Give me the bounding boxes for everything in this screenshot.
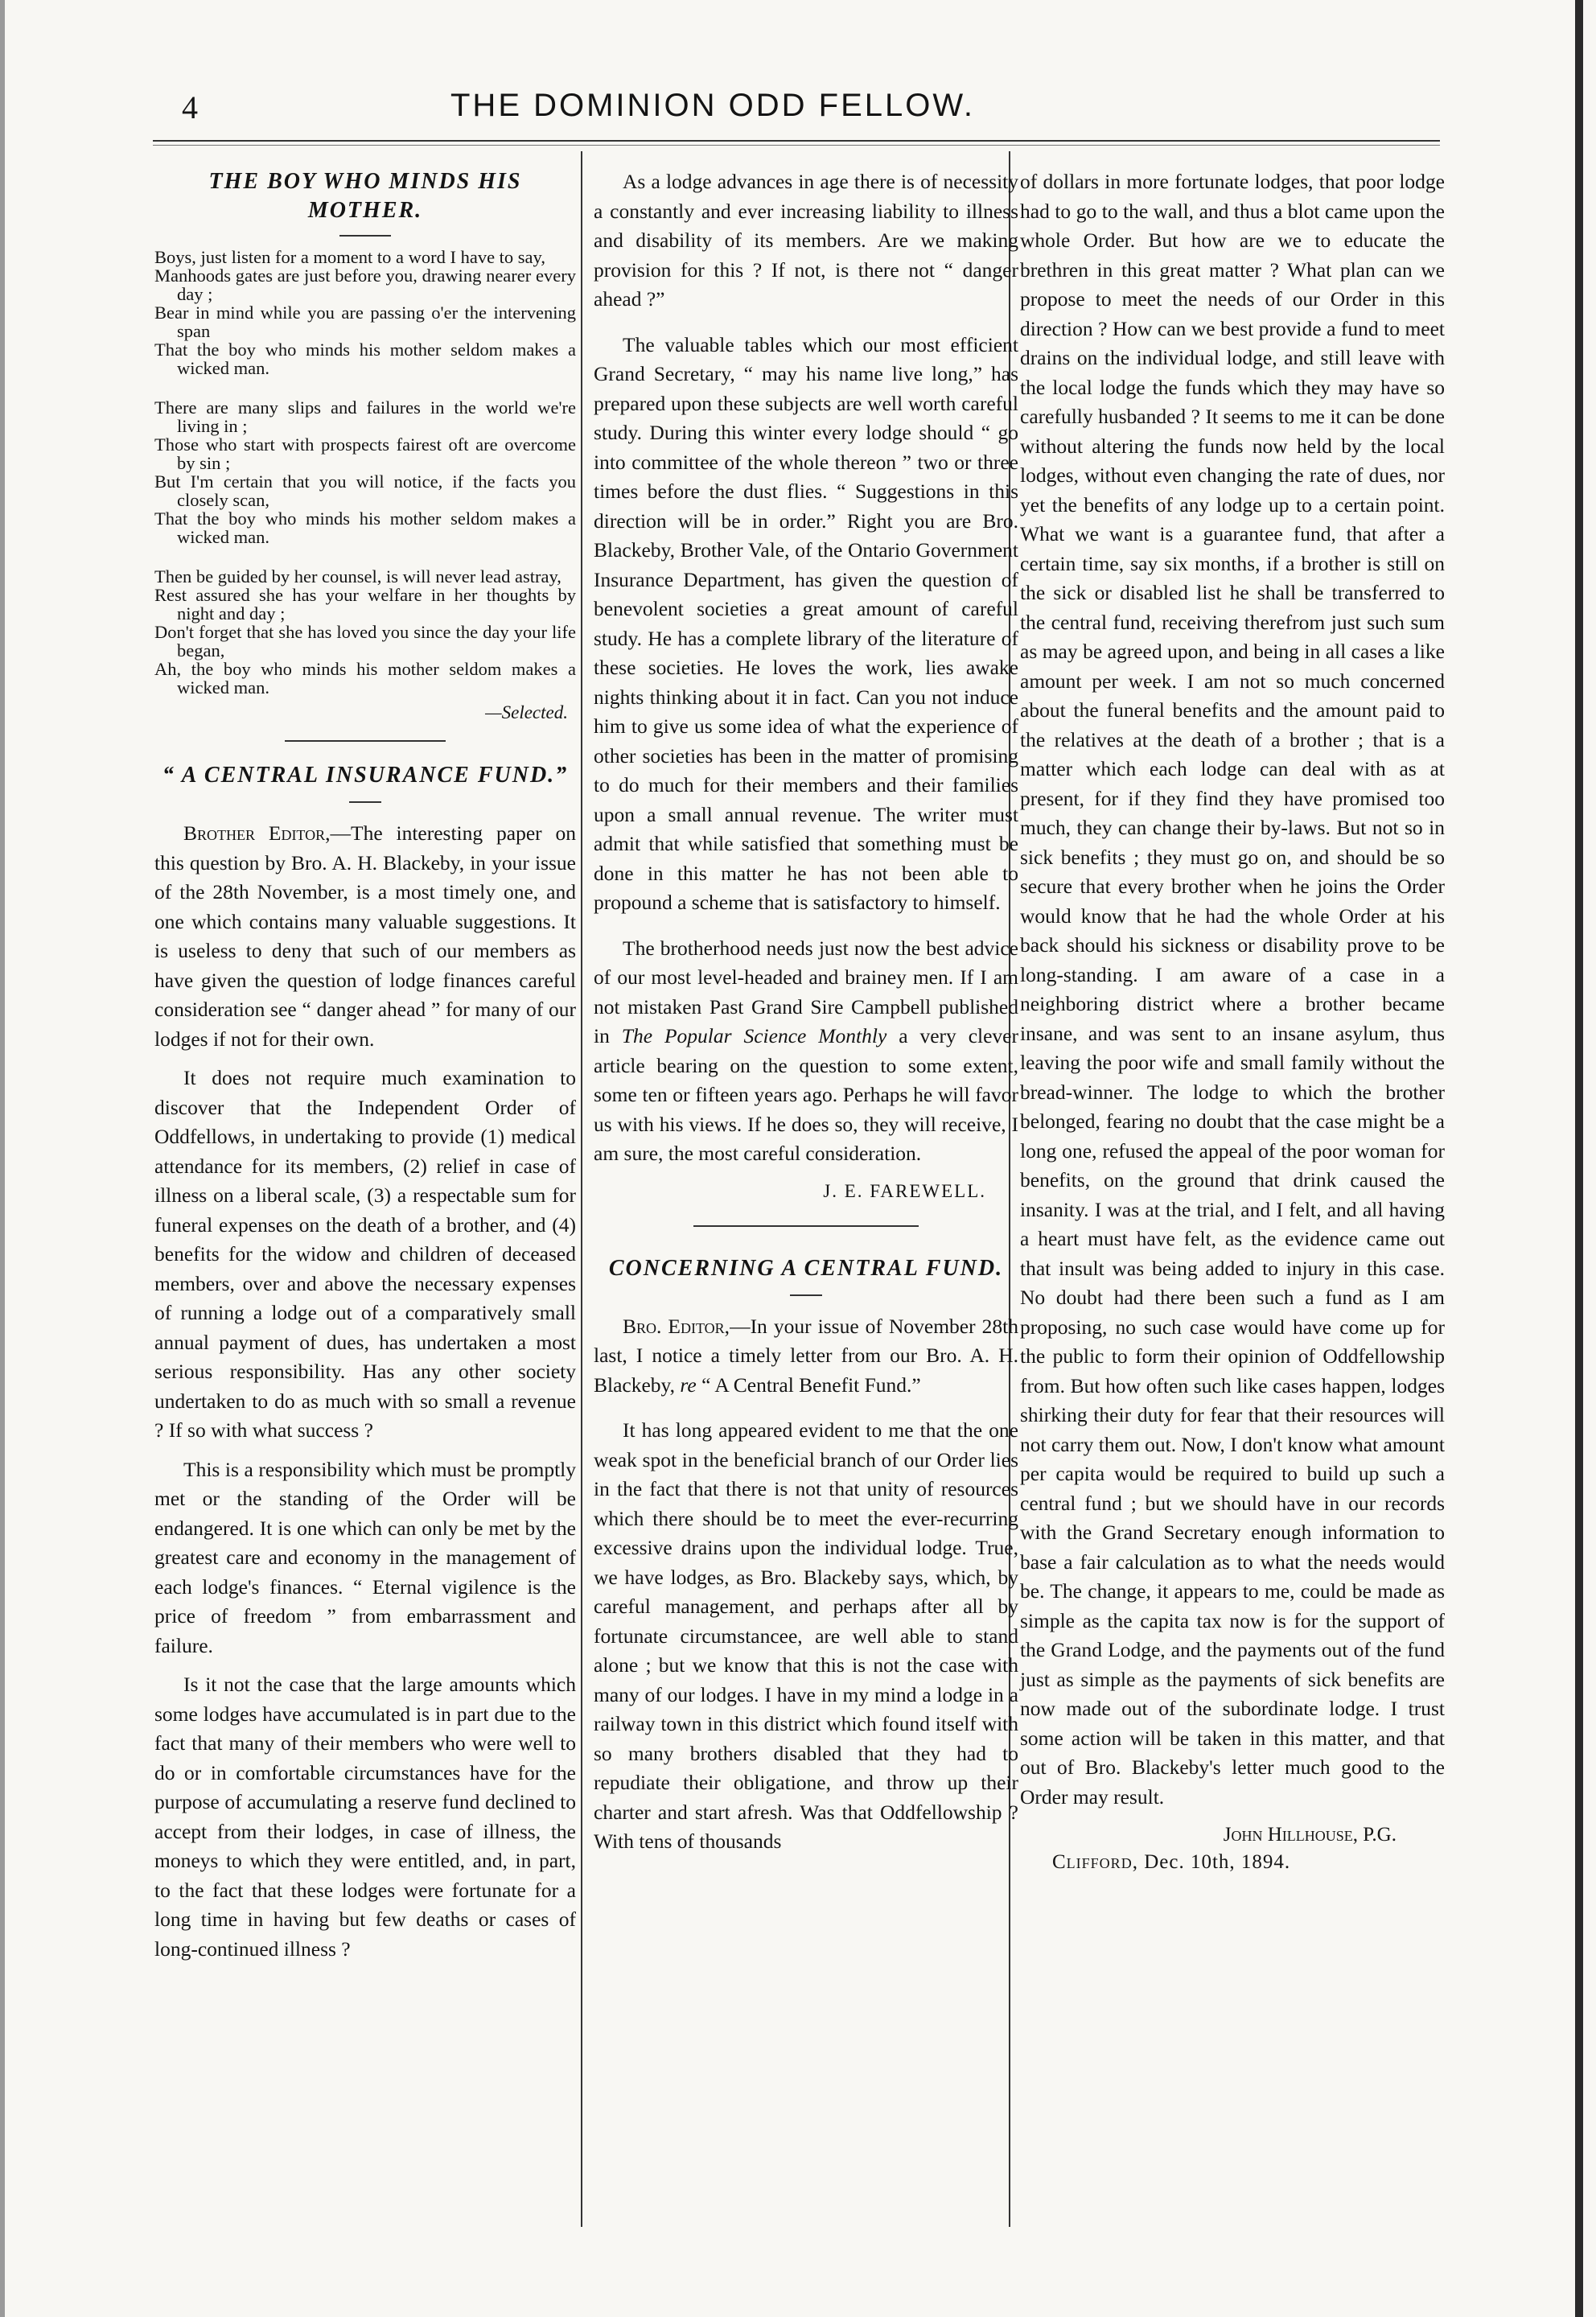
signature: J. E. FAREWELL. [823, 1180, 986, 1201]
poem-line: Ah, the boy who minds his mother seldom makes a wicked man. [154, 659, 576, 698]
poem [154, 248, 576, 724]
article-title: “ A CENTRAL INSURANCE FUND.” [162, 763, 569, 788]
poem-line: That the boy who minds his mother seldom makes a wicked man. [154, 340, 576, 378]
poem-line: Those who start with prospects fairest oft are overcome by sin ; [154, 434, 576, 473]
column-2 [594, 167, 1018, 1866]
header-rule-thin [153, 145, 1440, 146]
poem-stanza [154, 398, 576, 546]
poem-line: Manhoods gates are just before you, drawing nearer every day ; [154, 265, 576, 304]
paragraph-text: a very clever article bearing on the question to some extent, some ten or fifteen years ago. Perhaps he will favor us with his views. If he does so, they will receive, I am sure, the most careful consideration. [594, 1024, 1018, 1165]
signature-place-date [1052, 1849, 1445, 1876]
signature-name: John Hillhouse, P.G. [1223, 1824, 1396, 1846]
signature-block [1020, 1821, 1445, 1876]
article-paragraph: Is it not the case that the large amounts which some lodges have accumulated is in part due to the fact that many of their members who were well to do or in comfortable circumstances have for the purpose of accumulating a reserve fund declined to accept from their lodges, in case of illness, the moneys to which they were entitled, and, in part, to the fact that these lodges were fortunate for a long time in having but few deaths or cases of long-continued illness ? [154, 1673, 576, 1961]
poem-stanza [154, 248, 576, 377]
title-rule [339, 235, 391, 237]
re-word: re [680, 1373, 697, 1397]
page-number: 4 [182, 89, 198, 126]
poem-line: Don't forget that she has loved you since the day your life began, [154, 622, 576, 661]
article-paragraph: As a lodge advances in age there is of necessity a constantly and ever increasing liability to illness and disability of its members. Are we making provision for this ? If not, is there not “ danger ahead ?” [594, 170, 1018, 311]
signature-date: Dec. 10th, 1894. [1144, 1851, 1291, 1873]
page-edge-left [0, 0, 5, 2317]
poem-line: That the boy who minds his mother seldom makes a wicked man. [154, 508, 576, 547]
salutation: Bro. Editor, [623, 1314, 730, 1338]
header-rule [153, 140, 1440, 142]
title-rule [349, 801, 381, 803]
poem-line: There are many slips and failures in the world we're living in ; [154, 397, 576, 436]
poem-credit: —Selected. [485, 702, 568, 722]
article-paragraph [594, 934, 1018, 1169]
poem-stanza [154, 567, 576, 697]
column-divider-1 [581, 151, 582, 2227]
paragraph-text: The brotherhood needs just now the best advice of our most level-headed and brainey men. If I am not mistaken Past Grand Sire Campbell published in [594, 936, 1018, 1047]
article-paragraph: of dollars in more fortunate lodges, that poor lodge had to go to the wall, and thus a blot came upon the whole Order. But how are we to educate the brethren in this great matter ? What plan can we propose to meet the needs of our Order in this direction ? How can we best provide a fund to meet drains on the individual lodge, and still leave with the local lodge the funds which they may have so carefully husbanded ? It seems to me it can be done without altering the funds now held by the local lodges, without even changing the rate of dues, nor yet the benefits of any lodge up to a certain point. What we want is a guarantee fund, that after a certain time, say six months, if a brother is still on the sick or disabled list he shall be transferred to the central fund, receiving therefrom just such sum as may be agreed upon, and being in all cases a like amount per week. I am not so much concerned about the funeral benefits and the amount paid to the relatives at the death of a brother ; that is a matter which each lodge can deal with as at present, for if they find they have promised too much, they can change their by-laws. But not so in sick benefits ; they must go on, and should be so secure that every brother when he joins the Order would know that he had the whole Order at his back should his sickness or disability prove to be long-standing. I am aware of a case in a neighboring district where a brother became insane, and was sent to an insane asylum, thus leaving the poor wife and small family without the bread-winner. The lodge to which the brother belonged, fearing no doubt that the case might be a long one, refused the appeal of the poor woman for benefits, on the ground that drink caused the insanity. I was at the trial, and I felt, and all having a heart must have felt, as the evidence came out that insult was being added to injury in this case. No doubt had there been such a fund as I am proposing, no such case would have come up for the public to form their opinion of Oddfellowship from. But how often such like cases happen, lodges shirking their duty for fear that their resources will not carry them out. Now, I don't know what amount per capita would be required to build up such a central fund ; but we should have in our records with the Grand Secretary enough information to base a fair calculation as to what the needs would be. The change, it appears to me, could be made as simple as the capita tax now is for the support of the Grand Lodge, and the payments out of the fund just as simple as the payments of sick benefits are now made out of the subordinate lodge. I trust some action will be taken in this matter, and that out of Bro. Blackeby's letter much good to the Order may result. [1020, 170, 1445, 1809]
article-paragraph: The valuable tables which our most efficient Grand Secretary, “ may his name live long,” has prepared upon these subjects are well worth careful study. During this winter every lodge should “ go into committee of the whole thereon ” two or three times before the dust flies. “ Suggestions in this direction will be in order.” Right you are Bro. Blackeby, Brother Vale, of the Ontario Government Insurance Department, has given the question of benevolent societies a great amount of careful study. He has a complete library of the literature of these societies. He loves the work, lies awake nights thinking about it in fact. Can you not induce him to give us some idea of what the experience of other societies has been in the matter of promising to do much for their members and their families upon a small annual revenue. The writer must admit that while satisfied that something must be done in this matter he has not been able to propound a scheme that is satisfactory to himself. [594, 332, 1018, 914]
poem-line: But I'm certain that you will notice, if the facts you closely scan, [154, 471, 576, 510]
salutation: Brother Editor, [183, 821, 331, 845]
poem-line: Bear in mind while you are passing o'er the intervening span [154, 302, 576, 341]
paragraph-text: —In your issue of November 28th last, I notice a timely letter from our Bro. A. H. Blackeby, [594, 1314, 1018, 1397]
article-paragraph [594, 1312, 1018, 1401]
page-edge-right [1575, 0, 1583, 2317]
publication-title: THE DOMINION ODD FELLOW. [450, 88, 976, 123]
signature-place: Clifford, [1052, 1851, 1138, 1873]
section-separator [285, 740, 446, 742]
column-1 [154, 167, 576, 1973]
column-3 [1020, 167, 1445, 1876]
article-title: CONCERNING A CENTRAL FUND. [608, 1255, 1004, 1281]
article-paragraph: This is a responsibility which must be promptly met or the standing of the Order will be endangered. It is one which can only be met by the greatest care and economy in the management of each lodge's finances. “ Eternal vigilence is the price of freedom ” from embarrassment and failure. [154, 1457, 576, 1657]
paragraph-text: —The interesting paper on this question by Bro. A. H. Blackeby, in your issue of the 28th November, is a most timely one, and one which contains many valuable suggestions. It is useless to deny that such of our members as have given the question of lodge finances careful consideration see “ danger ahead ” for many of our lodges if not for their own. [154, 821, 576, 1051]
poem-line: Boys, just listen for a moment to a word I have to say, [154, 247, 545, 267]
article-paragraph: It does not require much examination to discover that the Independent Order of Oddfellows, in undertaking to provide (1) medical attendance for its members, (2) relief in case of illness on a liberal scale, (3) a respectable sum for funeral expenses on the death of a brother, and (4) benefits for the widow and children of deceased members, over and above the necessary expenses of running a lodge out of a comparatively small annual payment of dues, has undertaken a most serious responsibility. Has any other society undertaken to do as much with so small a revenue ? If so with what success ? [154, 1066, 576, 1442]
paragraph-text: “ A Central Benefit Fund.” [696, 1373, 921, 1397]
article-paragraph: It has long appeared evident to me that the one weak spot in the beneficial branch of our Order lies in the fact that there is not that unity of resources which there should be to meet the ever-recurring excessive drains upon the individual lodge. True, we have lodges, as Bro. Blackeby says, which, by careful management, and perhaps after all by fortunate circumstancee, are well able to stand alone ; but we know that this is not the case with many of our lodges. I have in my mind a lodge in a railway town in this district which found itself with so many brothers disabled that they had to repudiate their obligatione, and throw up their charter and start afresh. Was that Oddfellowship ? With tens of thousands [594, 1418, 1018, 1853]
poem-line: Rest assured she has your welfare in her thoughts by night and day ; [154, 585, 576, 623]
article-paragraph [154, 819, 576, 1054]
publication-name: The Popular Science Monthly [621, 1024, 887, 1047]
title-rule [790, 1294, 822, 1296]
poem-line: Then be guided by her counsel, is will never lead astray, [154, 566, 561, 586]
section-separator [693, 1225, 919, 1227]
poem-title: THE BOY WHO MINDS HIS MOTHER. [208, 169, 522, 223]
